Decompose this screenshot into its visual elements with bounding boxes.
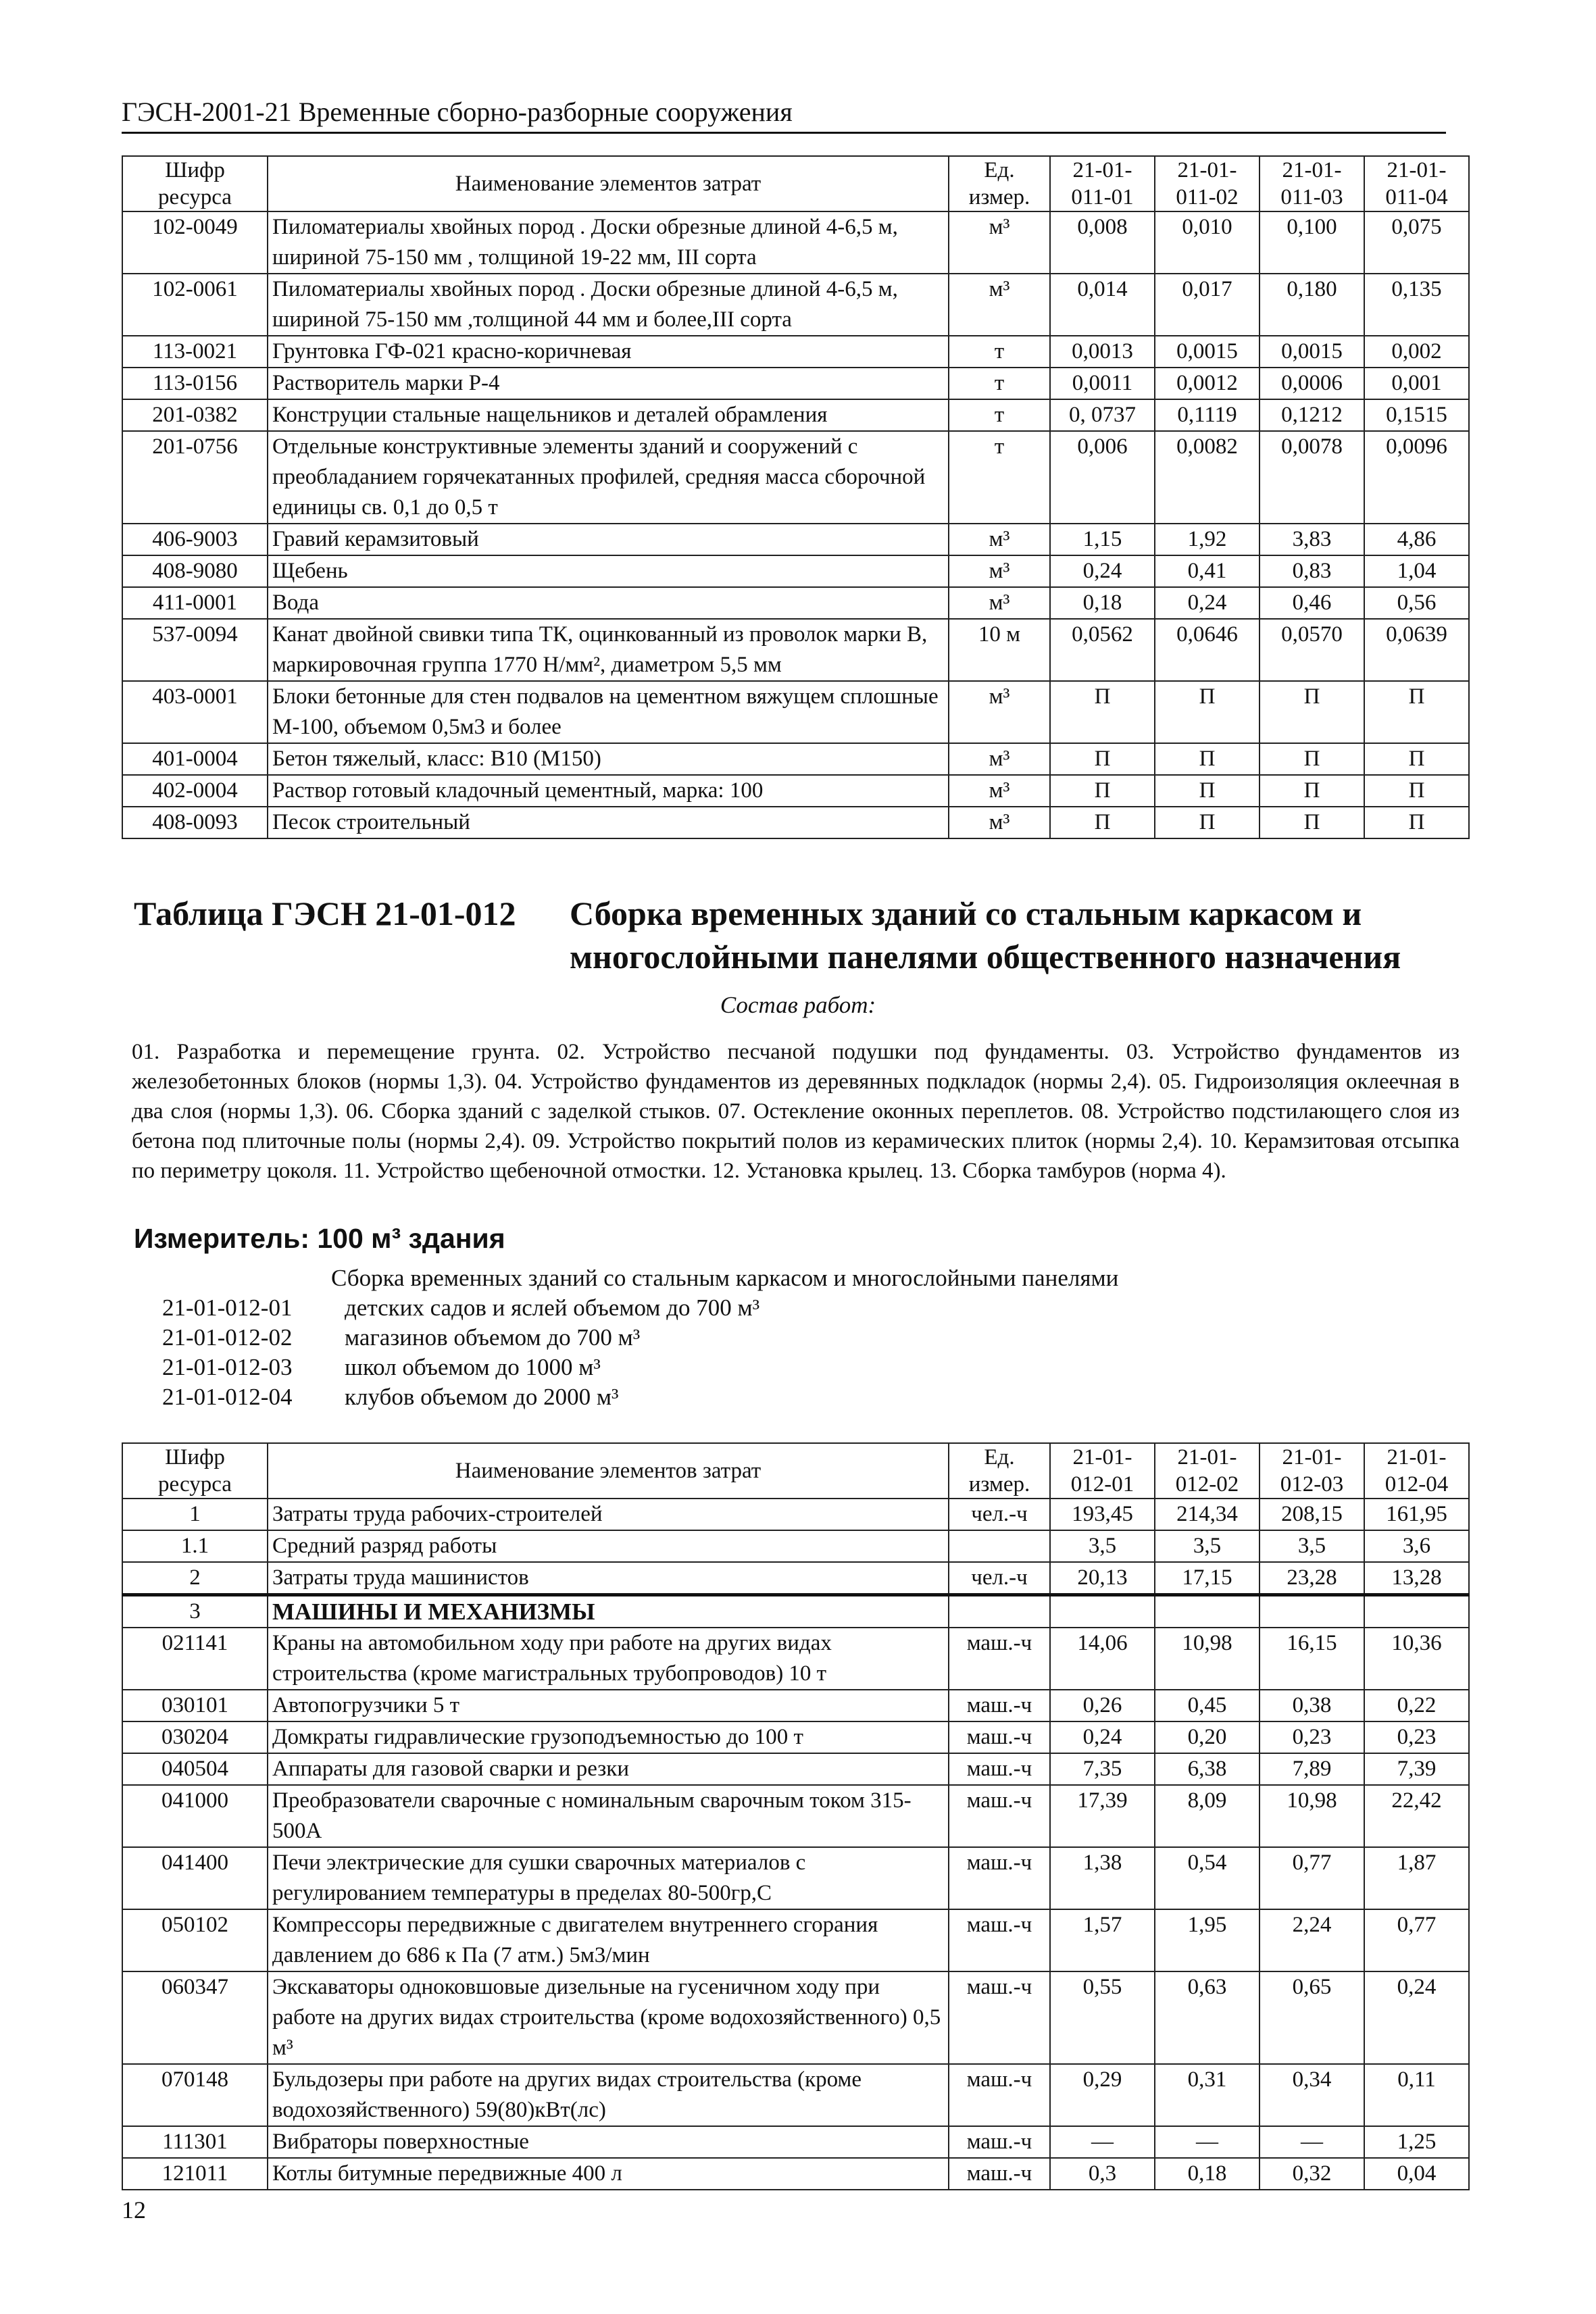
- col-header-name: Наименование элементов затрат: [268, 1443, 949, 1499]
- resource-name: Преобразователи сварочные с номинальным сварочным током 315-500А: [268, 1785, 949, 1847]
- resource-unit: т: [949, 336, 1050, 368]
- resource-name: Песок строительный: [268, 807, 949, 838]
- norm-value: 0,1119: [1155, 399, 1260, 431]
- norm-value: 0,0562: [1050, 619, 1155, 681]
- resource-unit: маш.-ч: [949, 1690, 1050, 1721]
- resource-name: Автопогрузчики 5 т: [268, 1690, 949, 1721]
- table-row: [122, 1847, 1469, 1909]
- resource-code: 041000: [122, 1785, 268, 1847]
- variant-item: [162, 1353, 1446, 1382]
- norm-value: 1,04: [1364, 555, 1469, 587]
- norm-value: 0,0011: [1050, 368, 1155, 399]
- norm-value: 7,89: [1260, 1753, 1364, 1785]
- norm-value: 0,29: [1050, 2064, 1155, 2126]
- variant-code: 21-01-012-02: [162, 1324, 293, 1351]
- norm-value: 0,135: [1364, 274, 1469, 336]
- resource-name: Гравий керамзитовый: [268, 524, 949, 555]
- norm-value: 0,56: [1364, 587, 1469, 619]
- norm-value: 0,24: [1155, 587, 1260, 619]
- norm-value: 0,55: [1050, 1971, 1155, 2064]
- norm-value: П: [1155, 743, 1260, 775]
- norm-value: 0,010: [1155, 211, 1260, 274]
- resource-code: 102-0049: [122, 211, 268, 274]
- resource-unit: [949, 1595, 1050, 1628]
- col-header-unit: Ед. измер.: [949, 1443, 1050, 1499]
- norm-value: 0,24: [1364, 1971, 1469, 2064]
- norm-value: 193,45: [1050, 1499, 1155, 1530]
- col-header-name: Наименование элементов затрат: [268, 156, 949, 211]
- norm-value: П: [1155, 681, 1260, 743]
- resource-code: 1.1: [122, 1530, 268, 1562]
- resource-unit: м³: [949, 807, 1050, 838]
- norm-value: П: [1260, 743, 1364, 775]
- table-row: [122, 2158, 1469, 2190]
- resource-name: Домкраты гидравлические грузоподъемностью до 100 т: [268, 1721, 949, 1753]
- resource-code: 040504: [122, 1753, 268, 1785]
- variant-text: клубов объемом до 2000 м³: [345, 1384, 619, 1410]
- resource-name: Растворитель марки Р-4: [268, 368, 949, 399]
- norm-value: П: [1050, 681, 1155, 743]
- resource-name: Грунтовка ГФ-021 красно-коричневая: [268, 336, 949, 368]
- table-row: [122, 431, 1469, 524]
- norm-value: 0,0078: [1260, 431, 1364, 524]
- resource-unit: 10 м: [949, 619, 1050, 681]
- resource-unit: маш.-ч: [949, 1971, 1050, 2064]
- table-row: [122, 1628, 1469, 1690]
- norm-value: 0,46: [1260, 587, 1364, 619]
- norm-value: 0, 0737: [1050, 399, 1155, 431]
- resource-unit: м³: [949, 524, 1050, 555]
- norm-value: 0,3: [1050, 2158, 1155, 2190]
- norm-value: 0,45: [1155, 1690, 1260, 1721]
- norm-value: 0,18: [1050, 587, 1155, 619]
- resource-code: 408-0093: [122, 807, 268, 838]
- norm-value: 3,6: [1364, 1530, 1469, 1562]
- norm-value: 1,38: [1050, 1847, 1155, 1909]
- resource-table-011: [122, 155, 1470, 839]
- norm-value: 20,13: [1050, 1562, 1155, 1595]
- col-header-variant: 21-01-011-03: [1260, 156, 1364, 211]
- resource-unit: маш.-ч: [949, 1753, 1050, 1785]
- resource-unit: м³: [949, 211, 1050, 274]
- norm-value: 3,83: [1260, 524, 1364, 555]
- norm-value: 0,0646: [1155, 619, 1260, 681]
- resource-name: Средний разряд работы: [268, 1530, 949, 1562]
- norm-value: 0,180: [1260, 274, 1364, 336]
- norm-value: 0,002: [1364, 336, 1469, 368]
- norm-value: 0,0006: [1260, 368, 1364, 399]
- col-header-variant: 21-01-011-01: [1050, 156, 1155, 211]
- norm-value: П: [1364, 743, 1469, 775]
- resource-name: Конструции стальные нащельников и деталей обрамления: [268, 399, 949, 431]
- norm-value: П: [1050, 775, 1155, 807]
- resource-name: Вода: [268, 587, 949, 619]
- table-row: [122, 807, 1469, 838]
- norm-value: 0,23: [1364, 1721, 1469, 1753]
- resource-code: 402-0004: [122, 775, 268, 807]
- resource-name: Отдельные конструктивные элементы зданий и сооружений с преобладанием горячекатанных профилей, средняя масса сборочной единицы св. 0,1 до 0,5 т: [268, 431, 949, 524]
- resource-code: 030101: [122, 1690, 268, 1721]
- norm-value: 7,35: [1050, 1753, 1155, 1785]
- norm-value: 17,39: [1050, 1785, 1155, 1847]
- table-row: [122, 1595, 1469, 1628]
- norm-value: 4,86: [1364, 524, 1469, 555]
- resource-code: 030204: [122, 1721, 268, 1753]
- resource-unit: маш.-ч: [949, 2158, 1050, 2190]
- norm-value: 0,075: [1364, 211, 1469, 274]
- table-row: [122, 524, 1469, 555]
- norm-value: 0,017: [1155, 274, 1260, 336]
- resource-unit: чел.-ч: [949, 1562, 1050, 1595]
- variant-text: детских садов и яслей объемом до 700 м³: [345, 1294, 760, 1321]
- norm-value: 10,36: [1364, 1628, 1469, 1690]
- norm-value: 0,11: [1364, 2064, 1469, 2126]
- norm-value: П: [1260, 775, 1364, 807]
- table-row: [122, 1753, 1469, 1785]
- resource-name: Печи электрические для сушки сварочных материалов с регулированием температуры в пределах 80-500гр,С: [268, 1847, 949, 1909]
- norm-value: 13,28: [1364, 1562, 1469, 1595]
- resource-code: 021141: [122, 1628, 268, 1690]
- resource-name: Компрессоры передвижные с двигателем внутреннего сгорания давлением до 686 к Па (7 атм.) 5м3/мин: [268, 1909, 949, 1971]
- resource-code: 060347: [122, 1971, 268, 2064]
- resource-unit: [949, 1530, 1050, 1562]
- table-row: [122, 743, 1469, 775]
- norm-value: [1260, 1595, 1364, 1628]
- table-body: [122, 211, 1469, 838]
- table-row: [122, 775, 1469, 807]
- resource-code: 1: [122, 1499, 268, 1530]
- resource-unit: т: [949, 431, 1050, 524]
- variant-code: 21-01-012-01: [162, 1294, 293, 1321]
- resource-unit: чел.-ч: [949, 1499, 1050, 1530]
- table-row: [122, 1971, 1469, 2064]
- table-row: [122, 1690, 1469, 1721]
- norm-value: 1,25: [1364, 2126, 1469, 2158]
- norm-value: 0,63: [1155, 1971, 1260, 2064]
- table-row: [122, 681, 1469, 743]
- norm-value: П: [1155, 775, 1260, 807]
- resource-code: 411-0001: [122, 587, 268, 619]
- norm-value: 0,34: [1260, 2064, 1364, 2126]
- resource-unit: м³: [949, 681, 1050, 743]
- table-row: [122, 1721, 1469, 1753]
- norm-value: 0,54: [1155, 1847, 1260, 1909]
- norm-value: —: [1260, 2126, 1364, 2158]
- norm-value: 3,5: [1260, 1530, 1364, 1562]
- resource-unit: т: [949, 399, 1050, 431]
- norm-value: 0,83: [1260, 555, 1364, 587]
- resource-code: 408-9080: [122, 555, 268, 587]
- norm-value: 161,95: [1364, 1499, 1469, 1530]
- col-header-variant: 21-01-012-04: [1364, 1443, 1469, 1499]
- norm-value: 0,1515: [1364, 399, 1469, 431]
- table-header-row: [122, 156, 1469, 211]
- norm-value: 0,1212: [1260, 399, 1364, 431]
- resource-code: 201-0756: [122, 431, 268, 524]
- col-header-variant: 21-01-012-01: [1050, 1443, 1155, 1499]
- norm-value: П: [1260, 681, 1364, 743]
- norm-value: П: [1364, 807, 1469, 838]
- norm-value: 0,77: [1260, 1847, 1364, 1909]
- norm-value: 0,0082: [1155, 431, 1260, 524]
- norm-value: 0,04: [1364, 2158, 1469, 2190]
- col-header-variant: 21-01-011-02: [1155, 156, 1260, 211]
- resource-name: Затраты труда машинистов: [268, 1562, 949, 1595]
- resource-unit: м³: [949, 775, 1050, 807]
- resource-code: 113-0156: [122, 368, 268, 399]
- norm-value: 6,38: [1155, 1753, 1260, 1785]
- norm-value: 10,98: [1260, 1785, 1364, 1847]
- page-number: 12: [122, 2196, 146, 2223]
- table-row: [122, 619, 1469, 681]
- resource-code: 070148: [122, 2064, 268, 2126]
- norm-value: 1,87: [1364, 1847, 1469, 1909]
- norm-value: 1,95: [1155, 1909, 1260, 1971]
- col-header-code: Шифр ресурса: [122, 156, 268, 211]
- col-header-code: Шифр ресурса: [122, 1443, 268, 1499]
- table-body: [122, 1499, 1469, 2190]
- norm-value: 0,65: [1260, 1971, 1364, 2064]
- norm-value: 0,008: [1050, 211, 1155, 274]
- resource-unit: маш.-ч: [949, 1721, 1050, 1753]
- meter-label: Измеритель: 100 м³ здания: [134, 1223, 505, 1254]
- norm-value: П: [1050, 743, 1155, 775]
- resource-name: Экскаваторы одноковшовые дизельные на гусеничном ходу при работе на других видах строительства (кроме водохозяйственного) 0,5 м³: [268, 1971, 949, 2064]
- norm-value: 0,77: [1364, 1909, 1469, 1971]
- table-row: [122, 555, 1469, 587]
- resource-unit: маш.-ч: [949, 1909, 1050, 1971]
- resource-unit: м³: [949, 274, 1050, 336]
- norm-value: 10,98: [1155, 1628, 1260, 1690]
- table-row: [122, 2064, 1469, 2126]
- resource-name: Бульдозеры при работе на других видах строительства (кроме водохозяйственного) 59(80)кВт(лс): [268, 2064, 949, 2126]
- norm-value: П: [1155, 807, 1260, 838]
- resource-name: Пиломатериалы хвойных пород . Доски обрезные длиной 4-6,5 м, шириной 75-150 мм , толщиной 19-22 мм, III сорта: [268, 211, 949, 274]
- norm-value: 17,15: [1155, 1562, 1260, 1595]
- resource-name: Бетон тяжелый, класс: В10 (М150): [268, 743, 949, 775]
- norm-value: 0,23: [1260, 1721, 1364, 1753]
- norm-value: 0,0012: [1155, 368, 1260, 399]
- norm-value: 8,09: [1155, 1785, 1260, 1847]
- norm-value: —: [1155, 2126, 1260, 2158]
- norm-value: П: [1364, 681, 1469, 743]
- norm-value: П: [1260, 807, 1364, 838]
- resource-code: 403-0001: [122, 681, 268, 743]
- norm-value: 0,0096: [1364, 431, 1469, 524]
- col-header-variant: 21-01-012-03: [1260, 1443, 1364, 1499]
- norm-value: 14,06: [1050, 1628, 1155, 1690]
- norm-value: 0,32: [1260, 2158, 1364, 2190]
- variant-item: [162, 1382, 1446, 1412]
- resource-name: Аппараты для газовой сварки и резки: [268, 1753, 949, 1785]
- norm-value: 0,0570: [1260, 619, 1364, 681]
- resource-code: 406-9003: [122, 524, 268, 555]
- table-title: Сборка временных зданий со стальным каркасом и многослойными панелями общественного назначения: [570, 895, 1401, 976]
- resource-name: Краны на автомобильном ходу при работе на других видах строительства (кроме магистральных трубопроводов) 10 т: [268, 1628, 949, 1690]
- norm-value: 208,15: [1260, 1499, 1364, 1530]
- variant-text: магазинов объемом до 700 м³: [345, 1324, 641, 1351]
- norm-value: 16,15: [1260, 1628, 1364, 1690]
- resource-code: 102-0061: [122, 274, 268, 336]
- resource-name: Затраты труда рабочих-строителей: [268, 1499, 949, 1530]
- resource-unit: маш.-ч: [949, 1628, 1050, 1690]
- norm-value: 3,5: [1050, 1530, 1155, 1562]
- table-header-row: [122, 1443, 1469, 1499]
- table-row: [122, 587, 1469, 619]
- work-description: 01. Разработка и перемещение грунта. 02. Устройство песчаной подушки под фундаменты. 03. Устройство фундаментов из железобетонных блоков (нормы 1,3). 04. Устройство фундаментов из деревянных подкладок (нормы 2,4). 05. Гидроизоляция оклеечная в два слоя (нормы 1,3). 06. Сборка зданий с заделкой стыков. 07. Остекление оконных переплетов. 08. Устройство подстилающего слоя из бетона под плиточные полы (нормы 2,4). 09. Устройство покрытий полов из керамических плиток (нормы 2,4). 10. Керамзитовая отсыпка по периметру цоколя. 11. Устройство щебеночной отмостки. 12. Установка крылец. 13. Сборка тамбуров (норма 4).: [132, 1040, 1460, 1183]
- resource-name: МАШИНЫ И МЕХАНИЗМЫ: [268, 1595, 949, 1628]
- page-header: ГЭСН-2001-21 Временные сборно-разборные сооружения: [122, 96, 1446, 134]
- norm-value: П: [1364, 775, 1469, 807]
- resource-name: Щебень: [268, 555, 949, 587]
- norm-value: 0,0013: [1050, 336, 1155, 368]
- resource-code: 401-0004: [122, 743, 268, 775]
- resource-code: 201-0382: [122, 399, 268, 431]
- norm-value: 0,001: [1364, 368, 1469, 399]
- norm-value: 0,0639: [1364, 619, 1469, 681]
- norm-value: 0,006: [1050, 431, 1155, 524]
- table-row: [122, 336, 1469, 368]
- table-row: [122, 1530, 1469, 1562]
- resource-code: 111301: [122, 2126, 268, 2158]
- norm-value: 0,26: [1050, 1690, 1155, 1721]
- resource-unit: м³: [949, 743, 1050, 775]
- resource-name: Котлы битумные передвижные 400 л: [268, 2158, 949, 2190]
- resource-unit: м³: [949, 587, 1050, 619]
- resource-unit: маш.-ч: [949, 1847, 1050, 1909]
- variants-intro: Сборка временных зданий со стальным каркасом и многослойными панелями: [331, 1265, 1119, 1291]
- resource-code: 537-0094: [122, 619, 268, 681]
- resource-code: 050102: [122, 1909, 268, 1971]
- norm-value: 22,42: [1364, 1785, 1469, 1847]
- table-row: [122, 368, 1469, 399]
- norm-value: 23,28: [1260, 1562, 1364, 1595]
- norm-value: 0,31: [1155, 2064, 1260, 2126]
- resource-unit: маш.-ч: [949, 2126, 1050, 2158]
- norm-value: 0,100: [1260, 211, 1364, 274]
- norm-value: 1,92: [1155, 524, 1260, 555]
- variant-item: [162, 1323, 1446, 1353]
- norm-value: 7,39: [1364, 1753, 1469, 1785]
- table-row: [122, 211, 1469, 274]
- table-row: [122, 1499, 1469, 1530]
- norm-value: 214,34: [1155, 1499, 1260, 1530]
- col-header-variant: 21-01-012-02: [1155, 1443, 1260, 1499]
- resource-code: 121011: [122, 2158, 268, 2190]
- resource-name: Пиломатериалы хвойных пород . Доски обрезные длиной 4-6,5 м, шириной 75-150 мм ,толщиной 44 мм и более,III сорта: [268, 274, 949, 336]
- norm-value: 0,24: [1050, 555, 1155, 587]
- norm-value: [1050, 1595, 1155, 1628]
- norm-value: 3,5: [1155, 1530, 1260, 1562]
- resource-unit: маш.-ч: [949, 2064, 1050, 2126]
- col-header-unit: Ед. измер.: [949, 156, 1050, 211]
- resource-unit: т: [949, 368, 1050, 399]
- norm-value: [1364, 1595, 1469, 1628]
- norm-value: 0,22: [1364, 1690, 1469, 1721]
- col-header-variant: 21-01-011-04: [1364, 156, 1469, 211]
- resource-code: 113-0021: [122, 336, 268, 368]
- resource-name: Вибраторы поверхностные: [268, 2126, 949, 2158]
- norm-value: 0,0015: [1155, 336, 1260, 368]
- variant-text: школ объемом до 1000 м³: [345, 1354, 601, 1380]
- table-row: [122, 1562, 1469, 1595]
- variant-item: [162, 1293, 1446, 1323]
- resource-name: Блоки бетонные для стен подвалов на цементном вяжущем сплошные М-100, объемом 0,5м3 и более: [268, 681, 949, 743]
- table-row: [122, 1909, 1469, 1971]
- norm-value: 1,57: [1050, 1909, 1155, 1971]
- table-row: [122, 1785, 1469, 1847]
- resource-name: Раствор готовый кладочный цементный, марка: 100: [268, 775, 949, 807]
- variant-code: 21-01-012-03: [162, 1354, 293, 1380]
- resource-table-012: [122, 1442, 1470, 2190]
- norm-value: 0,41: [1155, 555, 1260, 587]
- resource-code: 2: [122, 1562, 268, 1595]
- table-row: [122, 274, 1469, 336]
- table-label: Таблица ГЭСН 21-01-012: [134, 895, 516, 932]
- norm-value: [1155, 1595, 1260, 1628]
- resource-code: 3: [122, 1595, 268, 1628]
- work-caption: Состав работ:: [720, 992, 876, 1018]
- norm-value: 0,20: [1155, 1721, 1260, 1753]
- variant-code: 21-01-012-04: [162, 1384, 293, 1410]
- table-row: [122, 2126, 1469, 2158]
- norm-value: 0,38: [1260, 1690, 1364, 1721]
- norm-value: П: [1050, 807, 1155, 838]
- table-row: [122, 399, 1469, 431]
- resource-code: 041400: [122, 1847, 268, 1909]
- norm-value: 0,014: [1050, 274, 1155, 336]
- norm-value: —: [1050, 2126, 1155, 2158]
- norm-value: 0,0015: [1260, 336, 1364, 368]
- norm-value: 1,15: [1050, 524, 1155, 555]
- resource-unit: м³: [949, 555, 1050, 587]
- resource-name: Канат двойной свивки типа ТК, оцинкованный из проволок марки В, маркировочная группа 1770 Н/мм², диаметром 5,5 мм: [268, 619, 949, 681]
- norm-value: 0,24: [1050, 1721, 1155, 1753]
- norm-value: 2,24: [1260, 1909, 1364, 1971]
- norm-value: 0,18: [1155, 2158, 1260, 2190]
- resource-unit: маш.-ч: [949, 1785, 1050, 1847]
